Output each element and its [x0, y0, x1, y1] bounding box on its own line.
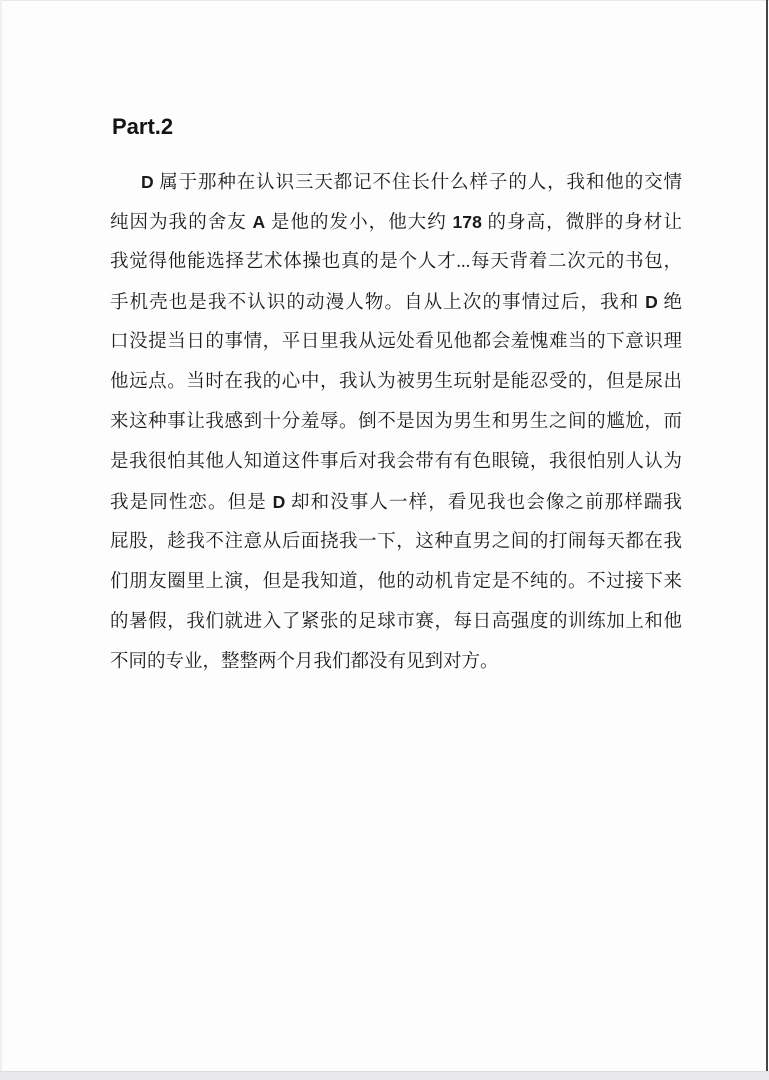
paragraph-line: 的暑假，我们就进入了紧张的足球市赛，每日高强度的训练加上和他 — [110, 612, 682, 632]
paragraph-line: D 属于那种在认识三天都记不住长什么样子的人，我和他的交情 — [141, 172, 682, 193]
latin-text: 178 — [452, 212, 482, 232]
paragraph-line: 他远点。当时在我的心中，我认为被男生玩射是能忍受的，但是尿出 — [110, 372, 682, 392]
page-content — [110, 114, 682, 682]
latin-text: D — [272, 492, 286, 512]
paragraph-line: 我觉得他能选择艺术体操也真的是个人才...每天背着二次元的书包， — [110, 252, 682, 272]
page-right-edge — [766, 0, 768, 1080]
body-paragraph — [110, 162, 682, 682]
section-heading: Part.2 — [112, 114, 174, 139]
paragraph-line: 们朋友圈里上演，但是我知道，他的动机肯定是不纯的。不过接下来 — [110, 572, 682, 592]
paragraph-line: 纯因为我的舍友 A 是他的发小，他大约 178 的身高，微胖的身材让 — [110, 212, 682, 233]
paragraph-line: 口没提当日的事情，平日里我从远处看见他都会羞愧难当的下意识理 — [110, 332, 682, 352]
latin-text: D — [141, 172, 154, 192]
page-bottom-edge — [0, 1071, 769, 1080]
paragraph-line: 来这种事让我感到十分羞辱。倒不是因为男生和男生之间的尴尬，而 — [110, 412, 682, 432]
paragraph-line: 不同的专业，整整两个月我们都没有见到对方。 — [110, 652, 499, 672]
paragraph-line: 我是同性恋。但是 D 却和没事人一样，看见我也会像之前那样踹我 — [110, 492, 682, 513]
latin-text: D — [645, 292, 658, 312]
latin-text: A — [252, 212, 266, 232]
page-left-edge — [0, 0, 2, 1080]
paragraph-line: 手机壳也是我不认识的动漫人物。自从上次的事情过后，我和 D 绝 — [110, 292, 682, 313]
paragraph-line: 屁股，趁我不注意从后面挠我一下，这种直男之间的打闹每天都在我 — [110, 532, 682, 552]
page-top-edge — [0, 0, 769, 1]
paragraph-line: 是我很怕其他人知道这件事后对我会带有有色眼镜，我很怕别人认为 — [110, 452, 682, 472]
